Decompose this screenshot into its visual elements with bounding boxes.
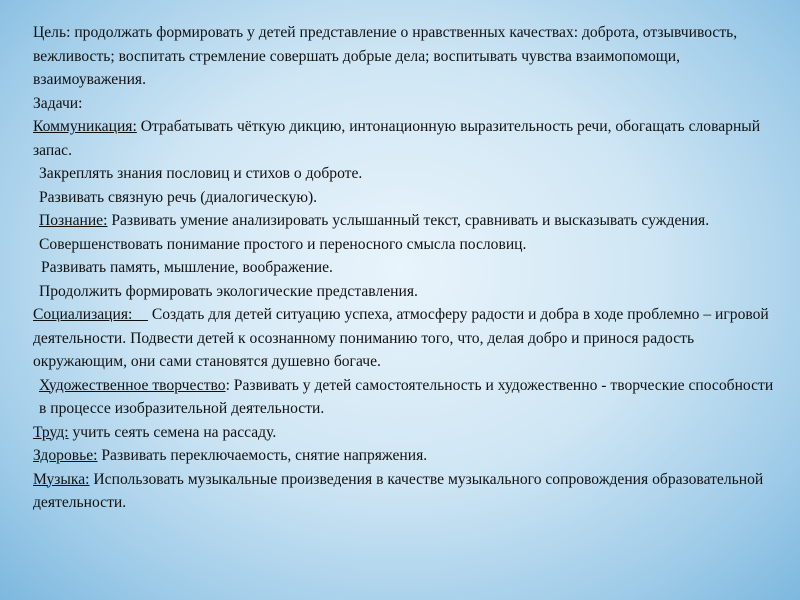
slide-text: [33, 21, 783, 515]
cognition-text: Развивать умение анализировать услышанный текст, сравнивать и высказывать суждения.: [107, 212, 710, 229]
communication-text: Отрабатывать чёткую дикцию, интонационную выразительность речи, обогащать словарный запас.: [33, 118, 761, 159]
socialization-text: Создать для детей ситуацию успеха, атмосферу радости и добра в ходе проблемно – игровой деятельности. Подвести детей к осознанному пониманию того, что, делая добро и принося радость окружающим, они сами становятся душевно богаче.: [33, 306, 769, 370]
art-text: : Развивать у детей самостоятельность и художественно - творческие способности в процессе изобразительной деятельности.: [39, 376, 774, 417]
health-label: Здоровье:: [33, 447, 98, 464]
cognition-item: Продолжить формировать экологические представления.: [39, 282, 418, 300]
goal-text: продолжать формировать у детей представление о нравственных качествах: доброта, отзывчивость, вежливость; воспитать стремление совершать добрые дела; воспитывать чувства взаимопомощи, взаимоуважения.: [33, 24, 738, 88]
communication-paragraph: [33, 115, 783, 162]
labor-paragraph: [33, 421, 783, 445]
cognition-label: Познание:: [39, 212, 108, 229]
communication-label: Коммуникация:: [33, 118, 137, 135]
labor-label: Труд:: [33, 423, 69, 441]
labor-text: учить сеять семена на рассаду.: [68, 423, 277, 441]
communication-item: Закреплять знания пословиц и стихов о доброте.: [39, 165, 363, 182]
cognition-item: Развивать память, мышление, воображение.: [41, 259, 333, 276]
music-paragraph: [33, 468, 783, 515]
cognition-paragraph: [33, 209, 783, 233]
art-label: Художественное творчество: [39, 376, 226, 394]
health-text: Развивать переключаемость, снятие напряжения.: [97, 447, 428, 464]
music-text: Использовать музыкальные произведения в качестве музыкального сопровождения образовательной деятельности.: [33, 470, 764, 511]
art-paragraph: [33, 374, 783, 421]
goal-paragraph: [33, 21, 783, 92]
tasks-heading: Задачи:: [33, 94, 83, 112]
goal-label: Цель:: [33, 24, 71, 41]
socialization-label: Социализация:: [33, 306, 148, 323]
communication-item: Развивать связную речь (диалогическую).: [39, 188, 318, 206]
socialization-paragraph: [33, 303, 783, 374]
music-label: Музыка:: [33, 470, 90, 488]
cognition-item: Совершенствовать понимание простого и переносного смысла пословиц.: [39, 235, 527, 253]
health-paragraph: [33, 444, 783, 468]
